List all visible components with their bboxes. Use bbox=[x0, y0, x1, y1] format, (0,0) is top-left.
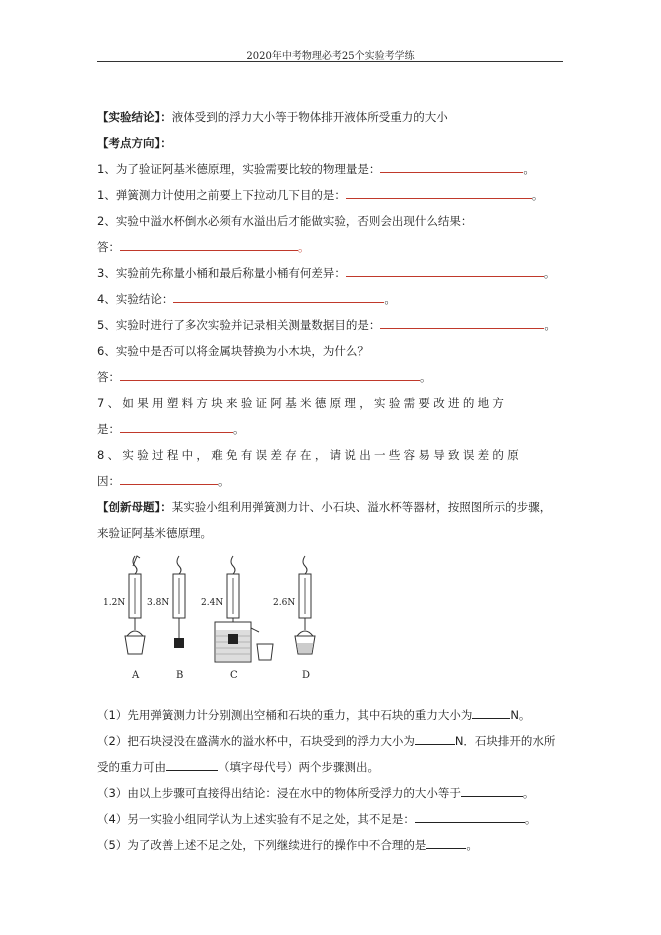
exam-item-text: 8、实验过程中，难免有误差存在，请说出一些容易导致误差的原 bbox=[97, 448, 523, 462]
header-divider bbox=[97, 61, 563, 62]
period: 。 bbox=[524, 812, 537, 826]
exam-item bbox=[97, 468, 565, 494]
question-text: （填字母代号）两个步骤测出。 bbox=[218, 760, 379, 774]
exam-item bbox=[97, 286, 565, 312]
conclusion-text: 液体受到的浮力大小等于物体排开液体所受重力的大小 bbox=[171, 110, 448, 124]
answer-label: 答： bbox=[97, 240, 120, 254]
answer-blank[interactable] bbox=[346, 185, 532, 199]
answer-blank[interactable] bbox=[346, 263, 544, 277]
worksheet-body bbox=[97, 104, 565, 858]
question-text: 受的重力可由 bbox=[97, 760, 166, 774]
page-header: 2020年中考物理必考25个实验考学练 bbox=[246, 51, 415, 62]
answer-blank[interactable] bbox=[120, 471, 218, 485]
question-3 bbox=[97, 780, 565, 806]
exam-item bbox=[97, 182, 565, 208]
innovation-line-2 bbox=[97, 520, 565, 546]
conclusion-tag: 【实验结论】： bbox=[97, 110, 172, 124]
exam-item bbox=[97, 364, 565, 390]
step-label: D bbox=[302, 670, 311, 681]
exam-item-text: 2、实验中溢水杯倒水必须有水溢出后才能做实验，否则会出现什么结果： bbox=[97, 214, 473, 228]
question-1 bbox=[97, 702, 565, 728]
setup-c bbox=[201, 552, 281, 681]
period: 。 bbox=[298, 240, 310, 254]
answer-blank[interactable] bbox=[415, 809, 525, 823]
exam-item-text: 1、为了验证阿基米德原理，实验需要比较的物理量是： bbox=[97, 162, 381, 176]
period: 。 bbox=[531, 188, 544, 202]
step-label: A bbox=[132, 670, 140, 681]
exam-item bbox=[97, 390, 565, 416]
question-text: （1）先用弹簧测力计分别测出空桶和石块的重力，其中石块的重力大小为 bbox=[97, 708, 473, 722]
question-text: （3）由以上步骤可直接得出结论：浸在水中的物体所受浮力的大小等于 bbox=[97, 786, 461, 800]
period: 。 bbox=[233, 422, 245, 436]
question-2-cont bbox=[97, 754, 565, 780]
period: 。 bbox=[543, 266, 556, 280]
exam-item-text: 6、实验中是否可以将金属块替换为小木块，为什么？ bbox=[97, 344, 369, 358]
exam-item-text: 1、弹簧测力计使用之前要上下拉动几下目的是： bbox=[97, 188, 346, 202]
force-reading: 1.2N bbox=[103, 598, 126, 608]
force-reading: 3.8N bbox=[147, 598, 170, 608]
exam-item bbox=[97, 442, 565, 468]
answer-blank[interactable] bbox=[380, 315, 544, 329]
innovation-line bbox=[97, 494, 565, 520]
period: 。 bbox=[384, 292, 396, 306]
answer-label: 答： bbox=[97, 370, 120, 384]
question-4 bbox=[97, 806, 565, 832]
exam-item bbox=[97, 260, 565, 286]
exam-item-text: 4、实验结论： bbox=[97, 292, 174, 306]
answer-blank[interactable] bbox=[415, 731, 455, 745]
answer-blank[interactable] bbox=[472, 705, 510, 719]
period: 。 bbox=[544, 318, 556, 332]
spring-scale-overflow-cup bbox=[201, 552, 281, 672]
setup-d bbox=[273, 552, 343, 681]
step-label: C bbox=[230, 670, 238, 681]
spring-scale-with-filled-bucket bbox=[273, 552, 343, 672]
period: 。 bbox=[466, 838, 478, 852]
exam-item bbox=[97, 156, 565, 182]
exam-item bbox=[97, 208, 565, 234]
period: 。 bbox=[420, 370, 432, 384]
question-text: （2）把石块浸没在盛满水的溢水杯中，石块受到的浮力大小为 bbox=[97, 734, 415, 748]
question-text: N。 bbox=[510, 708, 531, 722]
exam-item-text: 3、实验前先称量小桶和最后称量小桶有何差异： bbox=[97, 266, 346, 280]
exam-item bbox=[97, 234, 565, 260]
answer-blank[interactable] bbox=[426, 835, 466, 849]
innovation-text-2: 来验证阿基米德原理。 bbox=[97, 526, 212, 540]
exam-tag: 【考点方向】： bbox=[97, 136, 172, 150]
innovation-tag: 【创新母题】： bbox=[97, 500, 172, 514]
period: 。 bbox=[218, 474, 230, 488]
innovation-text: 某实验小组利用弹簧测力计、小石块、溢水杯等器材，按照图所示的步骤， bbox=[171, 500, 552, 514]
answer-blank[interactable] bbox=[380, 159, 523, 173]
exam-item bbox=[97, 338, 565, 364]
question-text: （5）为了改善上述不足之处，下列继续进行的操作中不合理的是 bbox=[97, 838, 427, 852]
force-reading: 2.4N bbox=[201, 598, 224, 608]
question-5 bbox=[97, 832, 565, 858]
exam-item bbox=[97, 416, 565, 442]
exam-item-text: 因： bbox=[97, 474, 120, 488]
answer-blank[interactable] bbox=[120, 237, 298, 251]
conclusion-line bbox=[97, 104, 565, 130]
answer-blank[interactable] bbox=[120, 419, 233, 433]
answer-blank[interactable] bbox=[120, 367, 420, 381]
exam-item-text: 5、实验时进行了多次实验并记录相关测量数据目的是： bbox=[97, 318, 381, 332]
exam-item-text: 7、如果用塑料方块来验证阿基米德原理，实验需要改进的地方 bbox=[97, 396, 508, 410]
answer-blank[interactable] bbox=[166, 757, 218, 771]
question-2 bbox=[97, 728, 565, 754]
answer-blank[interactable] bbox=[461, 783, 523, 797]
answer-blank[interactable] bbox=[173, 289, 384, 303]
exam-item-text: 是： bbox=[97, 422, 120, 436]
force-reading: 2.6N bbox=[273, 598, 296, 608]
period: 。 bbox=[523, 162, 535, 176]
question-text: （4）另一实验小组同学认为上述实验有不足之处，其不足是： bbox=[97, 812, 415, 826]
period: 。 bbox=[522, 786, 535, 800]
experiment-figure bbox=[97, 552, 565, 702]
step-label: B bbox=[176, 670, 184, 681]
exam-heading bbox=[97, 130, 565, 156]
question-text: N．石块排开的水所 bbox=[454, 734, 556, 748]
exam-item bbox=[97, 312, 565, 338]
